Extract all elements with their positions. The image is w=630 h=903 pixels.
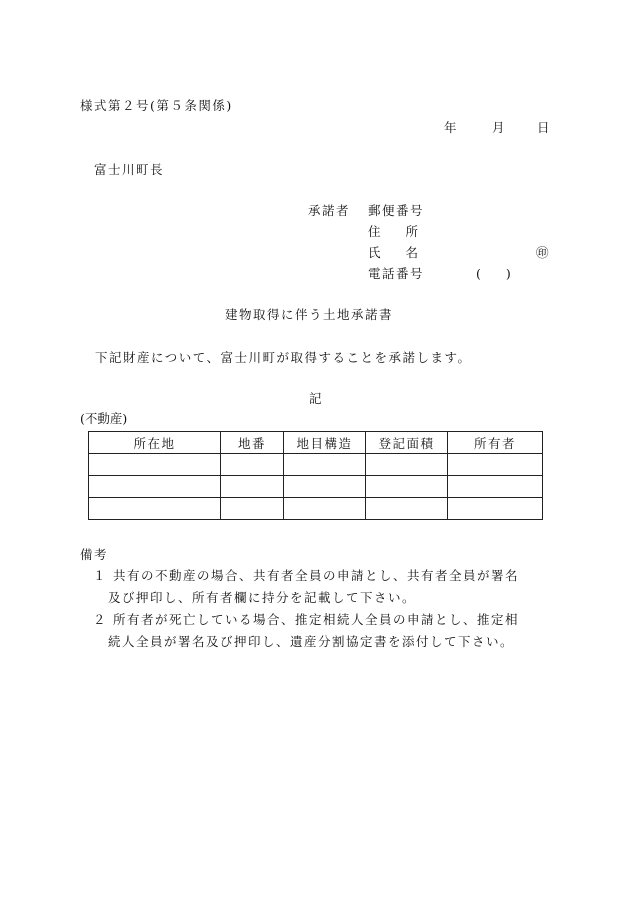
remark-item-2 bbox=[93, 609, 563, 653]
property-table bbox=[88, 431, 543, 520]
table-cell[interactable] bbox=[89, 498, 221, 520]
date-year-label: 年 bbox=[444, 120, 457, 135]
phone-label: 電話番号 bbox=[368, 266, 425, 281]
remark-item-1 bbox=[93, 565, 563, 609]
document-title: 建物取得に伴う土地承諾書 bbox=[225, 307, 394, 322]
remarks-heading: 備考 bbox=[80, 547, 109, 562]
column-header-land-category: 地目構造 bbox=[284, 432, 366, 454]
table-cell[interactable] bbox=[221, 476, 284, 498]
remark-text-line1: 共有の不動産の場合、共有者全員の申請とし、共有者全員が署名 bbox=[113, 568, 520, 583]
table-cell[interactable] bbox=[366, 454, 448, 476]
table-cell[interactable] bbox=[89, 476, 221, 498]
table-cell[interactable] bbox=[221, 454, 284, 476]
address-label: 住 所 bbox=[368, 224, 419, 239]
addressee: 富士川町長 bbox=[94, 162, 165, 177]
date-day-label: 日 bbox=[537, 120, 550, 135]
postal-code-label: 郵便番号 bbox=[368, 203, 425, 218]
column-header-lot-number: 地番 bbox=[221, 432, 284, 454]
table-row bbox=[89, 476, 543, 498]
property-section-label: (不動産) bbox=[80, 411, 128, 426]
table-cell[interactable] bbox=[284, 498, 366, 520]
table-header-row bbox=[89, 432, 543, 454]
table-cell[interactable] bbox=[366, 476, 448, 498]
table-cell[interactable] bbox=[366, 498, 448, 520]
form-number: 様式第２号(第５条関係) bbox=[80, 98, 233, 113]
ki-label: 記 bbox=[309, 391, 322, 406]
column-header-owner: 所有者 bbox=[448, 432, 543, 454]
remark-text-line1: 所有者が死亡している場合、推定相続人全員の申請とし、推定相 bbox=[113, 612, 520, 627]
table-cell[interactable] bbox=[89, 454, 221, 476]
remark-text-line2: 及び押印し、所有者欄に持分を記載して下さい。 bbox=[108, 590, 417, 605]
table-cell[interactable] bbox=[284, 454, 366, 476]
remark-number: １ bbox=[93, 568, 108, 583]
table-row bbox=[89, 454, 543, 476]
consenter-label: 承諾者 bbox=[308, 203, 351, 218]
body-text: 下記財産について、富士川町が取得することを承諾します。 bbox=[95, 350, 472, 365]
seal-mark: ㊞ bbox=[536, 245, 549, 260]
table-cell[interactable] bbox=[284, 476, 366, 498]
date-month-label: 月 bbox=[492, 120, 505, 135]
remark-number: ２ bbox=[93, 612, 108, 627]
column-header-location: 所在地 bbox=[89, 432, 221, 454]
table-cell[interactable] bbox=[448, 454, 543, 476]
remark-text-line2: 続人全員が署名及び押印し、遺産分割協定書を添付して下さい。 bbox=[108, 634, 515, 649]
column-header-registered-area: 登記面積 bbox=[366, 432, 448, 454]
table-cell[interactable] bbox=[221, 498, 284, 520]
table-cell[interactable] bbox=[448, 498, 543, 520]
phone-area-code-paren: ( ) bbox=[476, 266, 511, 281]
name-label: 氏 名 bbox=[368, 245, 419, 260]
table-cell[interactable] bbox=[448, 476, 543, 498]
table-row bbox=[89, 498, 543, 520]
